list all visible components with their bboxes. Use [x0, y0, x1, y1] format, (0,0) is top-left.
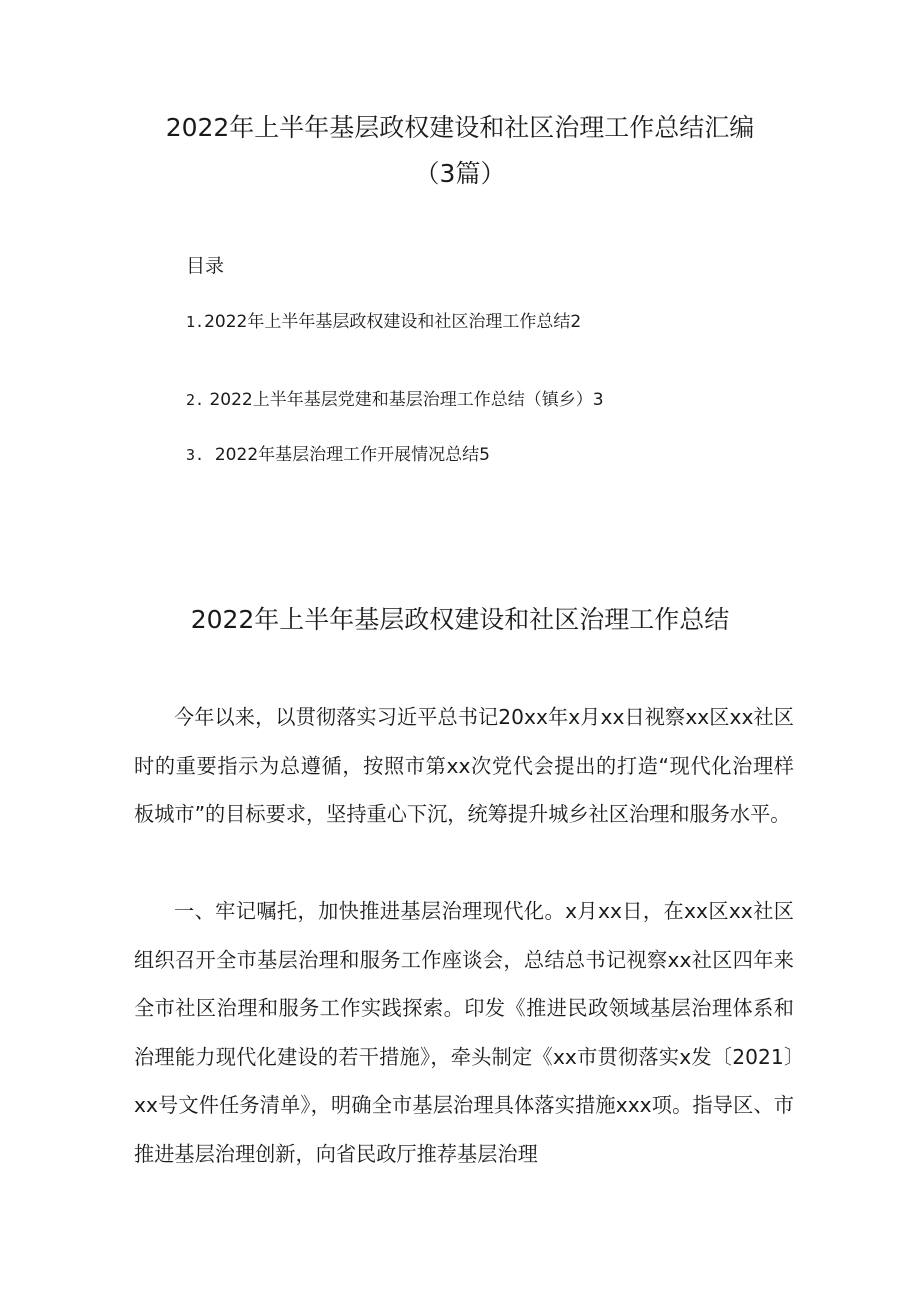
toc-item-text: 2022年上半年基层政权建设和社区治理工作总结2 — [204, 312, 582, 332]
toc-item-number: 1. — [186, 313, 205, 331]
toc-item-number: 2. — [186, 391, 205, 409]
section-title: 2022年上半年基层政权建设和社区治理工作总结 — [190, 605, 730, 634]
body-paragraph: 一、牢记嘱托，加快推进基层治理现代化。x月xx日，在xx区xx社区组织召开全市基层治理和服务工作座谈会，总结总书记视察xx社区四年来全市社区治理和服务工作实践探索。印发《推进民政领域基层治理体系和治理能力现代化建设的若干措施》，牵头制定《xx市贯彻落实x发〔2021〕xx号文件任务清单》，明确全市基层治理具体落实措施xxx项。指导区、市推进基层治理创新，向省民政厅推荐基层治理 — [134, 899, 794, 1166]
toc-item[interactable] — [186, 307, 581, 337]
document-title-line-1: 2022年上半年基层政权建设和社区治理工作总结汇编 — [165, 113, 755, 142]
toc-item[interactable] — [186, 385, 604, 415]
toc-item-text: 2022上半年基层党建和基层治理工作总结（镇乡）3 — [204, 390, 604, 410]
body-paragraph: 今年以来，以贯彻落实习近平总书记20xx年x月xx日视察xx区xx社区时的重要指示为总遵循，按照市第xx次党代会提出的打造“现代化治理样板城市”的目标要求，坚持重心下沉，统筹提升城乡社区治理和服务水平。 — [134, 705, 794, 827]
document-title-line-2: （3篇） — [414, 159, 506, 188]
toc-item-text: 2022年基层治理工作开展情况总结5 — [204, 445, 490, 465]
toc-item[interactable] — [186, 440, 490, 470]
toc-item-number: 3. — [186, 446, 205, 464]
toc-heading: 目录 — [186, 255, 225, 277]
